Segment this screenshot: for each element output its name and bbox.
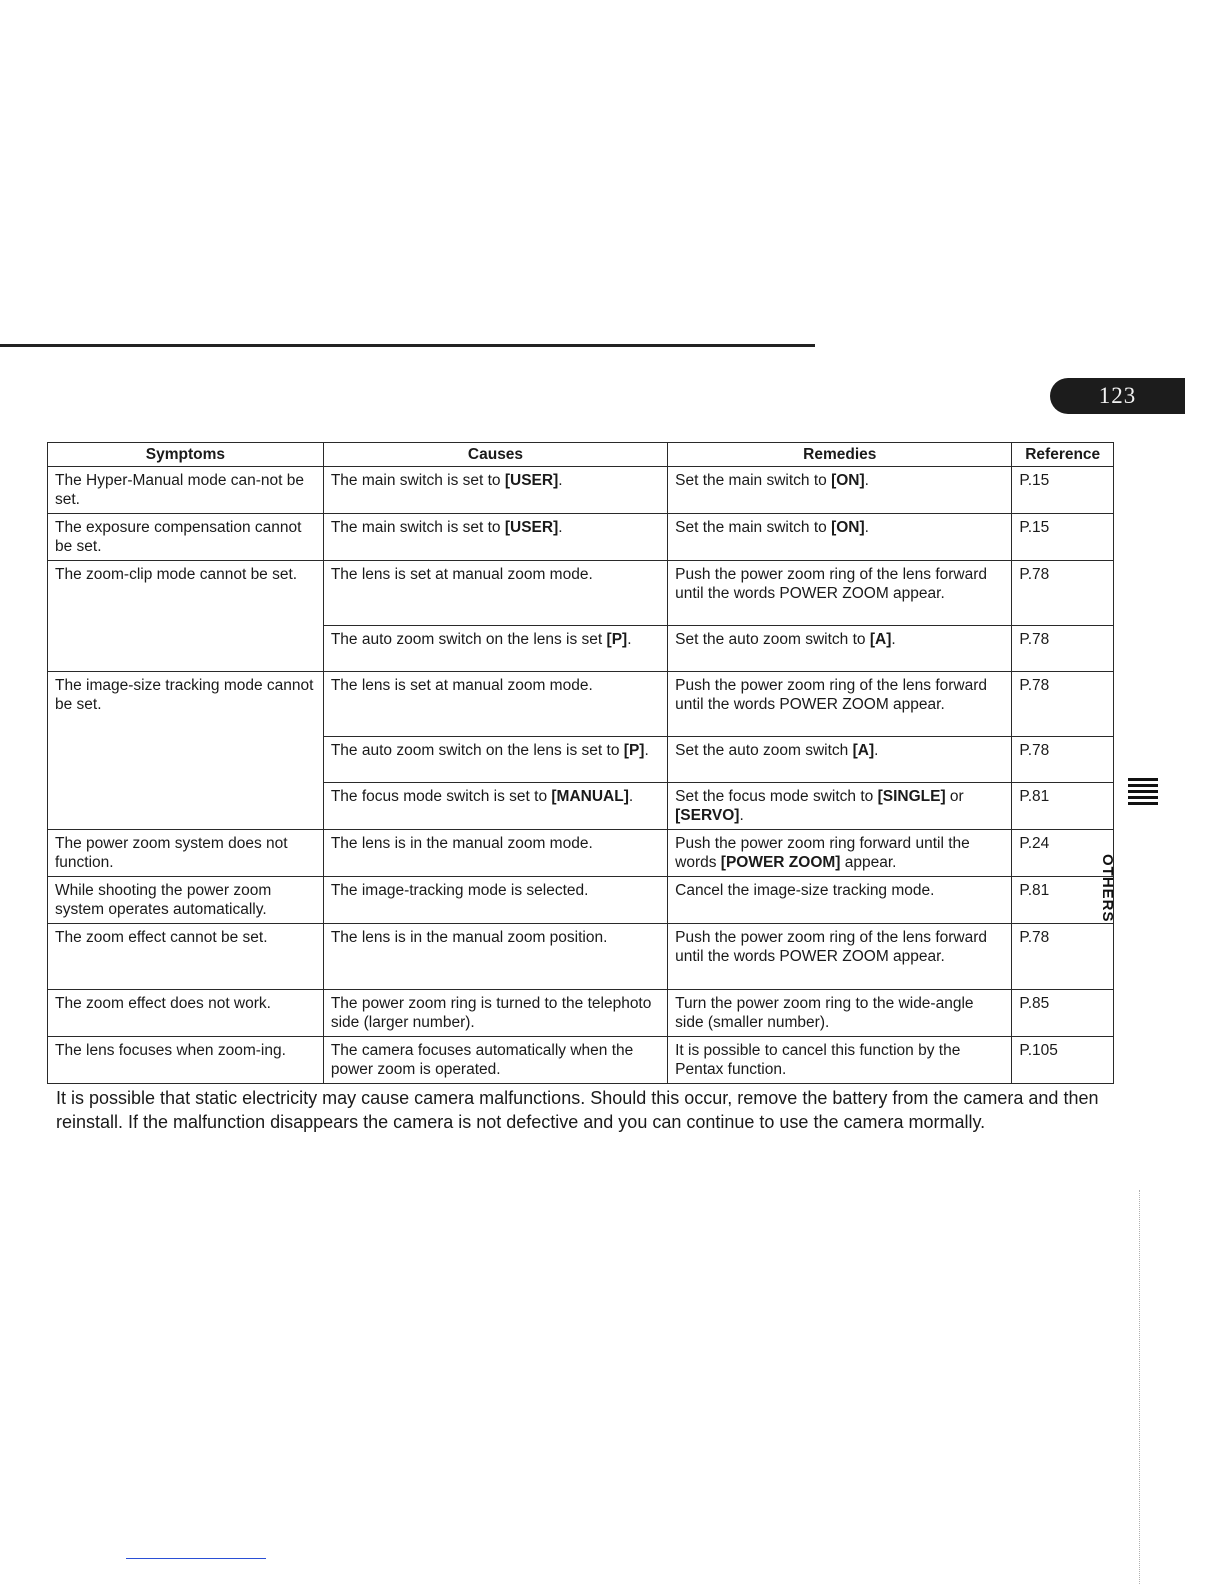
cause-cell: The lens is set at manual zoom mode.	[323, 672, 667, 737]
cause-cell: The main switch is set to [USER].	[323, 467, 667, 514]
page-edge-line	[1139, 1190, 1141, 1584]
top-horizontal-rule	[0, 344, 815, 347]
table-row	[48, 830, 1114, 877]
reference-cell: P.15	[1012, 467, 1114, 514]
cause-cell: The lens is in the manual zoom mode.	[323, 830, 667, 877]
table-header-row	[48, 443, 1114, 467]
remedy-cell: Turn the power zoom ring to the wide-angle side (smaller number).	[668, 990, 1012, 1037]
symptom-cell: The image-size tracking mode cannot be set.	[48, 672, 324, 830]
table-row	[48, 467, 1114, 514]
cause-cell: The auto zoom switch on the lens is set to [P].	[323, 737, 667, 783]
symptom-cell: The zoom effect cannot be set.	[48, 924, 324, 990]
cause-cell: The main switch is set to [USER].	[323, 514, 667, 561]
cause-cell: The focus mode switch is set to [MANUAL].	[323, 783, 667, 830]
symptom-cell: The Hyper-Manual mode can-not be set.	[48, 467, 324, 514]
remedy-cell: Push the power zoom ring of the lens forward until the words POWER ZOOM appear.	[668, 561, 1012, 626]
cause-cell: The lens is in the manual zoom position.	[323, 924, 667, 990]
reference-cell: P.78	[1012, 737, 1114, 783]
reference-cell: P.15	[1012, 514, 1114, 561]
page-number: 123	[1098, 383, 1137, 408]
table-row	[48, 924, 1114, 990]
remedy-cell: Set the auto zoom switch to [A].	[668, 626, 1012, 672]
table-row	[48, 877, 1114, 924]
reference-cell: P.105	[1012, 1037, 1114, 1084]
reference-cell: P.81	[1012, 877, 1114, 924]
reference-cell: P.24	[1012, 830, 1114, 877]
table-row	[48, 514, 1114, 561]
static-electricity-note: It is possible that static electricity may cause camera malfunctions. Should this occur, remove the battery from the camera and then reinstall. If the malfunction disappears the camera is not defective and you can continue to use the camera mormally.	[56, 1088, 1099, 1132]
cause-cell: The image-tracking mode is selected.	[323, 877, 667, 924]
reference-cell: P.78	[1012, 924, 1114, 990]
troubleshooting-table	[47, 442, 1114, 1084]
remedy-cell: Set the focus mode switch to [SINGLE] or [SERVO].	[668, 783, 1012, 830]
remedy-cell: Set the auto zoom switch [A].	[668, 737, 1012, 783]
remedy-cell: Cancel the image-size tracking mode.	[668, 877, 1012, 924]
cause-cell: The auto zoom switch on the lens is set [P].	[323, 626, 667, 672]
cause-cell: The camera focuses automatically when the power zoom is operated.	[323, 1037, 667, 1084]
reference-cell: P.78	[1012, 672, 1114, 737]
symptom-cell: While shooting the power zoom system operates automatically.	[48, 877, 324, 924]
symptom-cell: The lens focuses when zoom-ing.	[48, 1037, 324, 1084]
reference-cell: P.78	[1012, 626, 1114, 672]
header-reference: Reference	[1012, 443, 1114, 467]
table-row	[48, 1037, 1114, 1084]
table-row	[48, 672, 1114, 737]
symptom-cell: The exposure compensation cannot be set.	[48, 514, 324, 561]
symptom-cell: The power zoom system does not function.	[48, 830, 324, 877]
remedy-cell: Push the power zoom ring forward until the words [POWER ZOOM] appear.	[668, 830, 1012, 877]
footer-rule	[126, 1558, 266, 1559]
header-causes: Causes	[323, 443, 667, 467]
header-symptoms: Symptoms	[48, 443, 324, 467]
symptom-cell: The zoom-clip mode cannot be set.	[48, 561, 324, 672]
table-row	[48, 990, 1114, 1037]
cause-cell: The lens is set at manual zoom mode.	[323, 561, 667, 626]
cause-cell: The power zoom ring is turned to the telephoto side (larger number).	[323, 990, 667, 1037]
page-number-tab	[1050, 378, 1185, 414]
remedy-cell: It is possible to cancel this function by the Pentax function.	[668, 1037, 1012, 1084]
remedy-cell: Set the main switch to [ON].	[668, 467, 1012, 514]
remedy-cell: Push the power zoom ring of the lens forward until the words POWER ZOOM appear.	[668, 672, 1012, 737]
remedy-cell: Push the power zoom ring of the lens forward until the words POWER ZOOM appear.	[668, 924, 1012, 990]
reference-cell: P.81	[1012, 783, 1114, 830]
symptom-cell: The zoom effect does not work.	[48, 990, 324, 1037]
table-row	[48, 561, 1114, 626]
section-index-bars	[1128, 778, 1158, 808]
header-remedies: Remedies	[668, 443, 1012, 467]
reference-cell: P.85	[1012, 990, 1114, 1037]
section-label: OTHERS	[1099, 854, 1116, 923]
remedy-cell: Set the main switch to [ON].	[668, 514, 1012, 561]
reference-cell: P.78	[1012, 561, 1114, 626]
